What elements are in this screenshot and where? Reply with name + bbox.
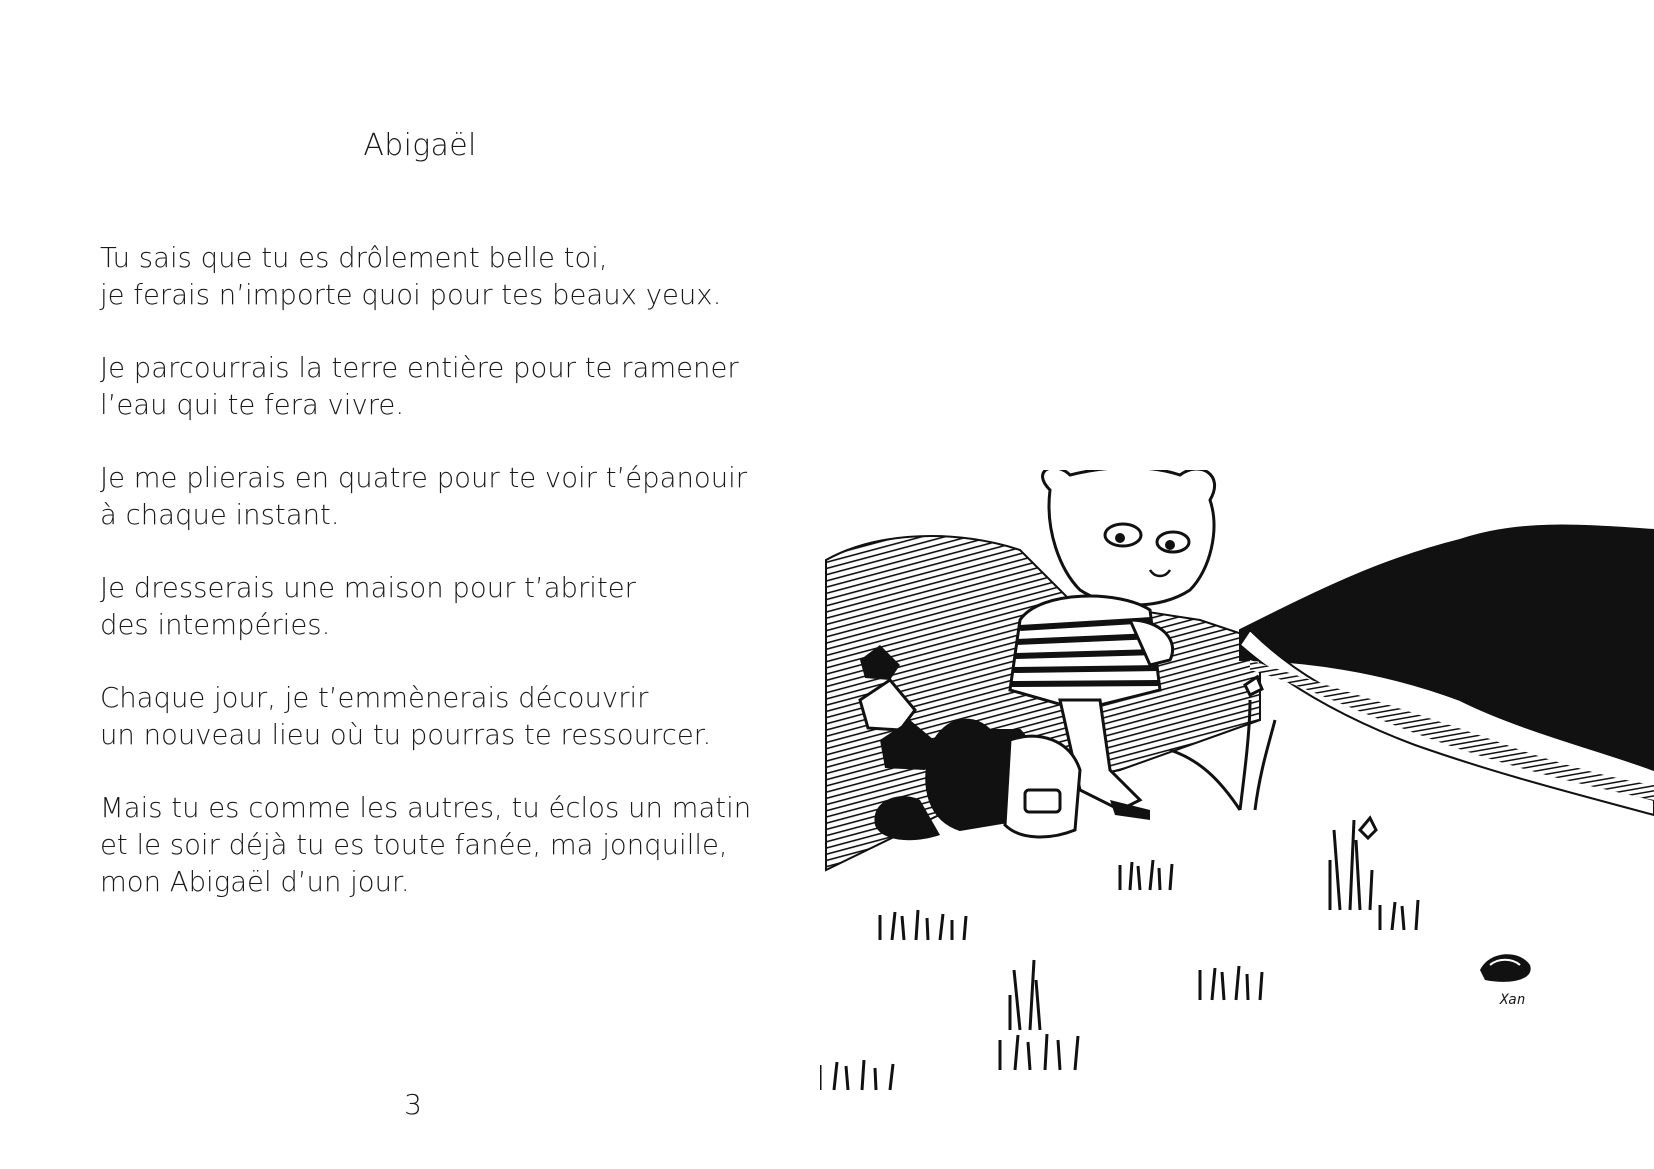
stanza xyxy=(100,790,800,901)
stanza xyxy=(100,240,800,314)
poem-body xyxy=(100,240,800,937)
stanza xyxy=(100,680,800,754)
ink-illustration xyxy=(820,470,1654,1130)
poem-line: Je parcourrais la terre entière pour te ramener xyxy=(100,352,739,384)
poem-line: des intempéries. xyxy=(100,609,331,641)
poem-line: et le soir déjà tu es toute fanée, ma jonquille, xyxy=(100,829,728,861)
poem-title: Abigaël xyxy=(363,128,477,163)
poem-line: mon Abigaël d’un jour. xyxy=(100,866,410,898)
artist-signature: Xan xyxy=(1500,992,1526,1008)
poem-line: Tu sais que tu es drôlement belle toi, xyxy=(100,242,608,274)
grass-tufts xyxy=(820,818,1418,1090)
poem-line: Je dresserais une maison pour t’abriter xyxy=(100,572,636,604)
stanza xyxy=(100,460,800,534)
poem-line: un nouveau lieu où tu pourras te ressourcer. xyxy=(100,719,712,751)
poem-line: à chaque instant. xyxy=(100,499,340,531)
poem-line: l’eau qui te fera vivre. xyxy=(100,389,405,421)
stanza xyxy=(100,570,800,644)
poem-line: Chaque jour, je t’emmènerais découvrir xyxy=(100,682,649,714)
poem-line: je ferais n’importe quoi pour tes beaux yeux. xyxy=(100,279,722,311)
stanza xyxy=(100,350,800,424)
ink-drawing-bear-with-flowers-icon xyxy=(820,470,1654,1130)
poem-line: Mais tu es comme les autres, tu éclos un matin xyxy=(100,792,752,824)
poem-line: Je me plierais en quatre pour te voir t’épanouir xyxy=(100,462,748,494)
page-number: 3 xyxy=(404,1088,422,1121)
